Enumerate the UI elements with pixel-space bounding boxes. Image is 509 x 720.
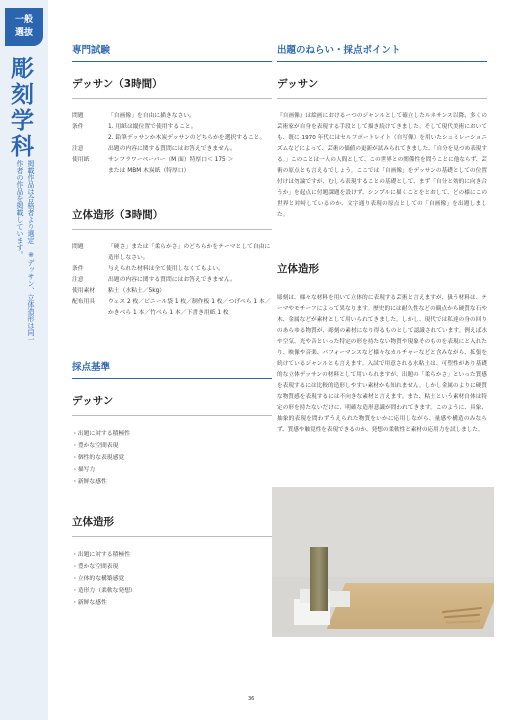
table-row: [72, 144, 272, 155]
row-key: 注意: [72, 146, 84, 152]
department-note: 掲載作品は合格者より選定 ※デッサン、立体造形は同一作者の作品を掲載しています。: [16, 160, 35, 343]
criteria-sculpt-list: [72, 549, 272, 609]
page-number: 36: [248, 696, 255, 702]
list-item: ・ 造形力（柔軟な発想）: [72, 585, 272, 597]
sidebar: [0, 0, 48, 720]
list-item: ・ 新鮮な感性: [72, 476, 272, 488]
criteria-dessin-title: デッサン: [72, 393, 272, 416]
dessin-exam-table: [72, 111, 272, 177]
row-key: 配布用具: [72, 299, 96, 305]
row-value: 2. 鉛筆デッサンか木炭デッサンのどちらかを選択すること。: [108, 135, 266, 141]
category-line-2: 選抜: [14, 28, 33, 38]
row-key: 注意: [72, 277, 84, 283]
row-value: 「硬さ」または「柔らかさ」のどちらかをテーマとして自由に造形しなさい。: [108, 244, 271, 261]
row-key: 条件: [72, 124, 84, 130]
row-value: 1. 用紙は縦位置で使用すること。: [108, 124, 197, 130]
aim-heading: 出題のねらい・採点ポイント: [277, 42, 487, 62]
list-item: ・ 出題に対する積極性: [72, 549, 272, 561]
row-key: 問題: [72, 113, 84, 119]
exam-heading: 専門試験: [72, 42, 272, 62]
table-row: [72, 133, 272, 144]
table-row: [72, 286, 272, 297]
row-key: [72, 166, 108, 177]
table-row: [72, 122, 272, 133]
table-row: [72, 297, 272, 319]
table-row: [72, 166, 272, 177]
table-row: [72, 155, 272, 166]
row-key: 使用紙: [72, 157, 90, 163]
list-item: ・ 描写力: [72, 464, 272, 476]
row-value: 「自画像」を自由に描きなさい。: [108, 113, 195, 119]
table-row: [72, 242, 272, 264]
row-value: または MBM 木炭紙（特厚口）: [108, 168, 190, 174]
department-title: 彫刻学科: [7, 56, 33, 160]
list-item: ・ 立体的な構築感覚: [72, 573, 272, 585]
row-key: 使用素材: [72, 288, 96, 294]
table-row: [72, 275, 272, 286]
aim-dessin-title: デッサン: [277, 76, 487, 99]
row-value: 出題の内容に関する質問にはお答えできません。: [108, 146, 236, 152]
list-item: ・ 個性的な表現感覚: [72, 452, 272, 464]
list-item: ・ 豊かな空間表現: [72, 561, 272, 573]
row-value: 出題の内容に関する質問にはお答えできません。: [108, 277, 236, 283]
photo-background: [272, 487, 494, 577]
list-item: ・ 新鮮な感性: [72, 597, 272, 609]
category-line-1: 一般: [14, 15, 33, 25]
clay-block: [310, 547, 328, 611]
row-value: 与えられた材料は全て使用しなくてもよい。: [108, 266, 224, 272]
row-value: 粘土（水粘土／5kg）: [108, 288, 166, 294]
list-item: ・ 出題に対する積極性: [72, 428, 272, 440]
row-value: サンフラワーペーパー（M 面）特厚口＜ 175 ＞: [108, 157, 234, 163]
sculpt-exam-table: [72, 242, 272, 319]
right-column: [277, 42, 487, 436]
criteria-sculpt-title: 立体造形: [72, 514, 272, 537]
aim-sculpt-title: 立体造形: [277, 263, 319, 275]
plastic-bag: [330, 591, 350, 607]
row-key: 条件: [72, 266, 84, 272]
materials-photo: [272, 487, 494, 637]
row-key: [72, 133, 108, 144]
table-row: [72, 264, 272, 275]
list-item: ・ 豊かな空間表現: [72, 440, 272, 452]
criteria-dessin-list: [72, 428, 272, 488]
row-value: ウェス 2 枚／ビニール袋 1 枚／制作板 1 枚／つげべら 1 本／かきべら 1 本／竹べら 1 本／下書き用紙 1 枚: [108, 299, 271, 316]
sculpt-exam-title: 立体造形（3時間）: [72, 207, 272, 230]
category-badge: [5, 8, 43, 46]
aim-sculpt-body: 彫刻は、様々な材料を用いて立体的に表現する芸術と言えますが、扱う材料は、テーマやモチーフによって異なります。歴史的には耐久性などの観点から硬質な石や木、金属などが素材として用いられてきました。しかし、現代では私達の身の回りのあらゆる物質が、彫刻の素材になり得るものとして認識されています。例えば水や空気、光や音といった特定の形を持たない物質や現象そのものを表現にと入れたり、映像や音楽、パフォーマンスなど様々なカルチャーなどと含みながら、拡張を続けているジャンルとも言えます。入試で用意される水粘土は、可塑性があり基礎的な立体デッサンの材料として用いられますが、出題の「柔らかさ」といった質感を表現するには比較的造形しやすい素材かも知れません。しかし金属のよりに硬質な物質感を表現するには不向きな素材と言えます。また、粘土という素材自体は特定の形を持たないだけに、明確な造形意識が問われてきます。このように、具象、抽象的表現を問わずうえられた物質をいかに応用しながら、量感や構造のみならず、質感や触覚性を表現できるのか、発想の柔軟性と素材の応用力を試しました。: [277, 295, 487, 433]
dessin-exam-title: デッサン（3時間）: [72, 76, 272, 99]
aim-dessin-body: 『自画像』は絵画におけるーつのジャンルとして確立したルネサンス以降、多くの芸術家が自身を表現する手段として描き続けてきました。そして現代美術においても、既に 1970 年代にはセルフポートレイト（自写像）を用いたシュミレーショニズムなどによって、芸術の価値の更新が試みられてきました。「自分を見つめ表現する。」このことは一人の人間として、この世界との関係性を問うことに他ならず、芸術の原点とも言えるでしょう。ここでは「自画像」をデッサンの基礎としての位置付けは勿論ですが、むしろ表現することの基礎として、まず「自分と効的に向き合うか」を起点に付題課題を設けず、シンプルに描くことをとおして、どの様にこの世界と対峙しているのか、文字通り表現の原点としての「自画像」を出題しました。: [277, 113, 487, 218]
left-column: [72, 42, 272, 609]
criteria-heading: 採点基準: [72, 359, 272, 379]
table-row: [72, 111, 272, 122]
row-key: 問題: [72, 244, 84, 250]
